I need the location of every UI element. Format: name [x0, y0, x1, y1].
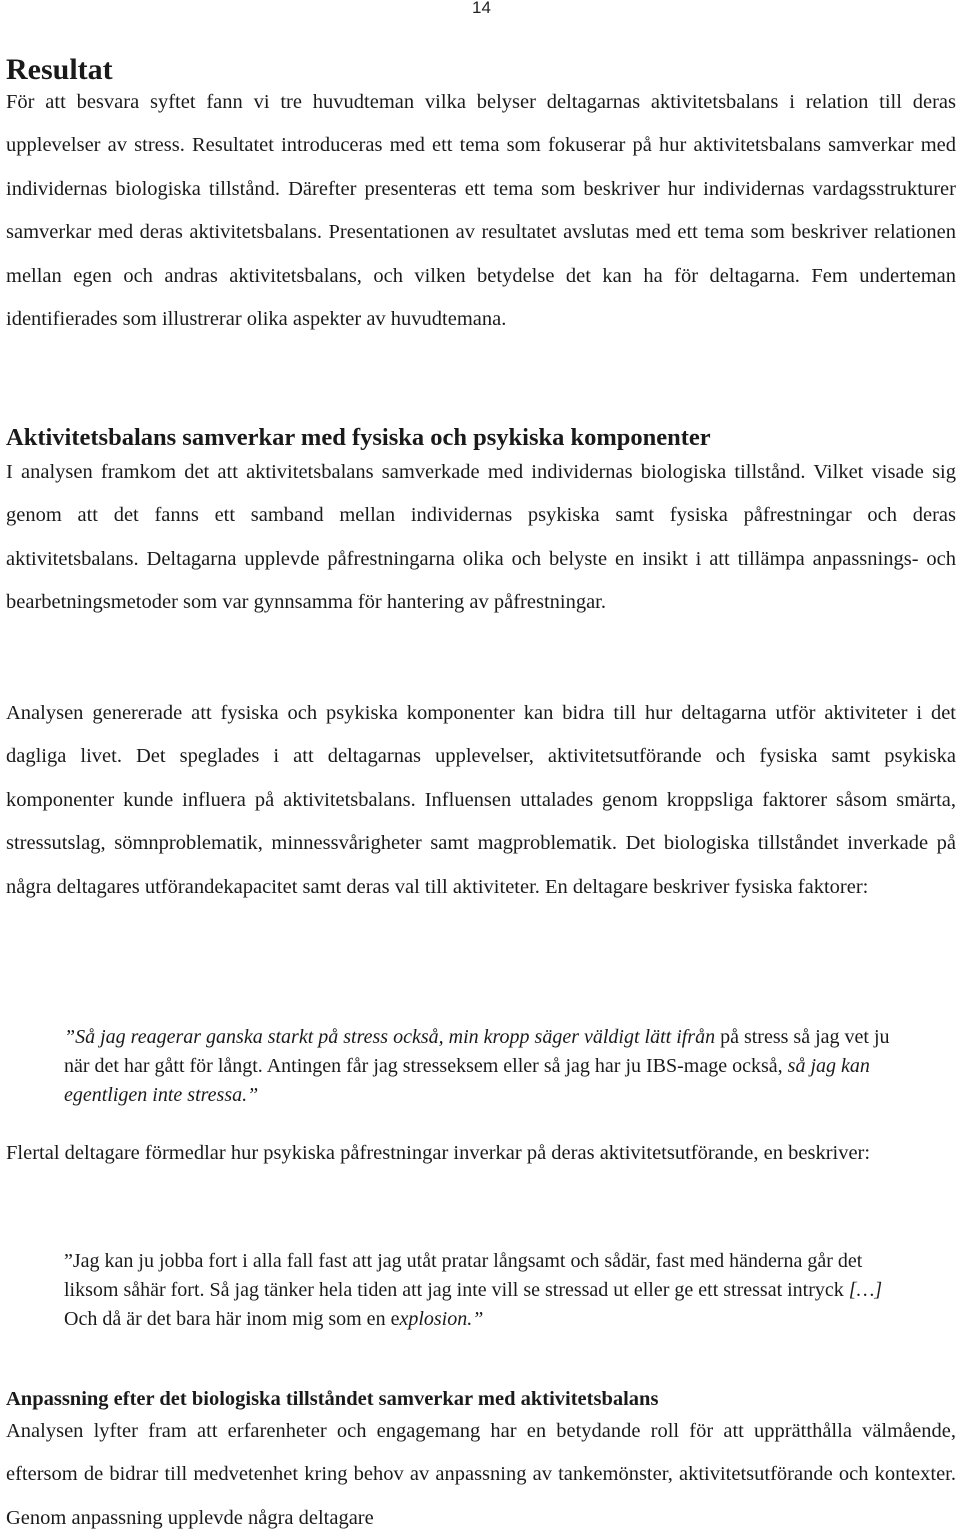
subtheme1-paragraph: Analysen lyfter fram att erfarenheter och engagemang har en betydande roll för att upprätthålla välmående, eftersom de bidrar till medvetenhet kring behov av anpassning av tankemönster, aktivitetsutförande och kontexter. Genom anpassning upplevde några deltagare — [6, 1420, 956, 1529]
quote2-part1: ”Jag kan ju jobba fort i alla fall fast att jag utåt pratar långsamt och sådär, fast med händerna går det liksom såhär fort. Så jag tänker hela tiden att jag inte vill se stressad ut eller ge ett stressat intryck — [64, 1250, 863, 1301]
heading-subtheme-biological-adaptation: Anpassning efter det biologiska tillståndet samverkar med aktivitetsbalans — [6, 1388, 659, 1410]
quote1-part1: ”Så jag reagerar ganska starkt på stress också, min kropp säger väldigt lätt ifrån — [64, 1026, 716, 1048]
theme1-paragraph-2: Analysen genererade att fysiska och psykiska komponenter kan bidra till hur deltagarna utför aktiviteter i det dagliga livet. Det speglades i att deltagarnas upplevelser, aktivitetsutförande och fysiska samt psykiska komponenter kunde influera på aktivitetsbalans. Influensen uttalades genom kroppsliga faktorer såsom smärta, stressutslag, sömnproblematik, minnessvårigheter samt magproblematik. Det biologiska tillståndet inverkade på några deltagares utförandekapacitet samt deras val till aktiviteter. En deltagare beskriver fysiska faktorer: — [6, 702, 956, 898]
quote-physical-factors — [64, 1023, 896, 1110]
quote1-part2: på stress så jag vet ju när det har gått för långt. Antingen får jag stresseksem eller så jag har ju IBS-mage också, — [64, 1026, 890, 1077]
quote2-part4: xplosion.” — [399, 1308, 484, 1330]
theme1-paragraph-1: I analysen framkom det att aktivitetsbalans samverkade med individernas biologiska tillstånd. Vilket visade sig genom att det fanns ett samband mellan individernas psykiska samt fysiska påfrestningar och deras aktivitetsbalans. Deltagarna upplevde påfrestningarna olika och belyste en insikt i att tillämpa anpassnings- och bearbetningsmetoder som var gynnsamma för hantering av påfrestningar. — [6, 461, 956, 614]
page-number: 14 — [472, 0, 491, 17]
quote1-part3: så jag kan egentligen inte stressa.” — [64, 1055, 870, 1106]
quote2-ellipsis: […] — [848, 1279, 883, 1301]
quote2-part3: Och då är det bara här inom mig som en e — [64, 1308, 400, 1330]
heading-resultat: Resultat — [6, 53, 113, 86]
theme1-paragraph-3: Flertal deltagare förmedlar hur psykiska påfrestningar inverkar på deras aktivitetsutförande, en beskriver: — [6, 1142, 871, 1164]
heading-theme-physical-psychological: Aktivitetsbalans samverkar med fysiska och psykiska komponenter — [6, 424, 711, 451]
quote-psychological-stress — [64, 1247, 896, 1334]
intro-paragraph: För att besvara syftet fann vi tre huvudteman vilka belyser deltagarnas aktivitetsbalans i relation till deras upplevelser av stress. Resultatet introduceras med ett tema som fokuserar på hur aktivitetsbalans samverkar med individernas biologiska tillstånd. Därefter presenteras ett tema som beskriver hur individernas vardagsstrukturer samverkar med deras aktivitetsbalans. Presentationen av resultatet avslutas med ett tema som beskriver relationen mellan egen och andras aktivitetsbalans, och vilken betydelse det kan ha för deltagarna. Fem underteman identifierades som illustrerar olika aspekter av huvudtemana. — [6, 91, 956, 331]
